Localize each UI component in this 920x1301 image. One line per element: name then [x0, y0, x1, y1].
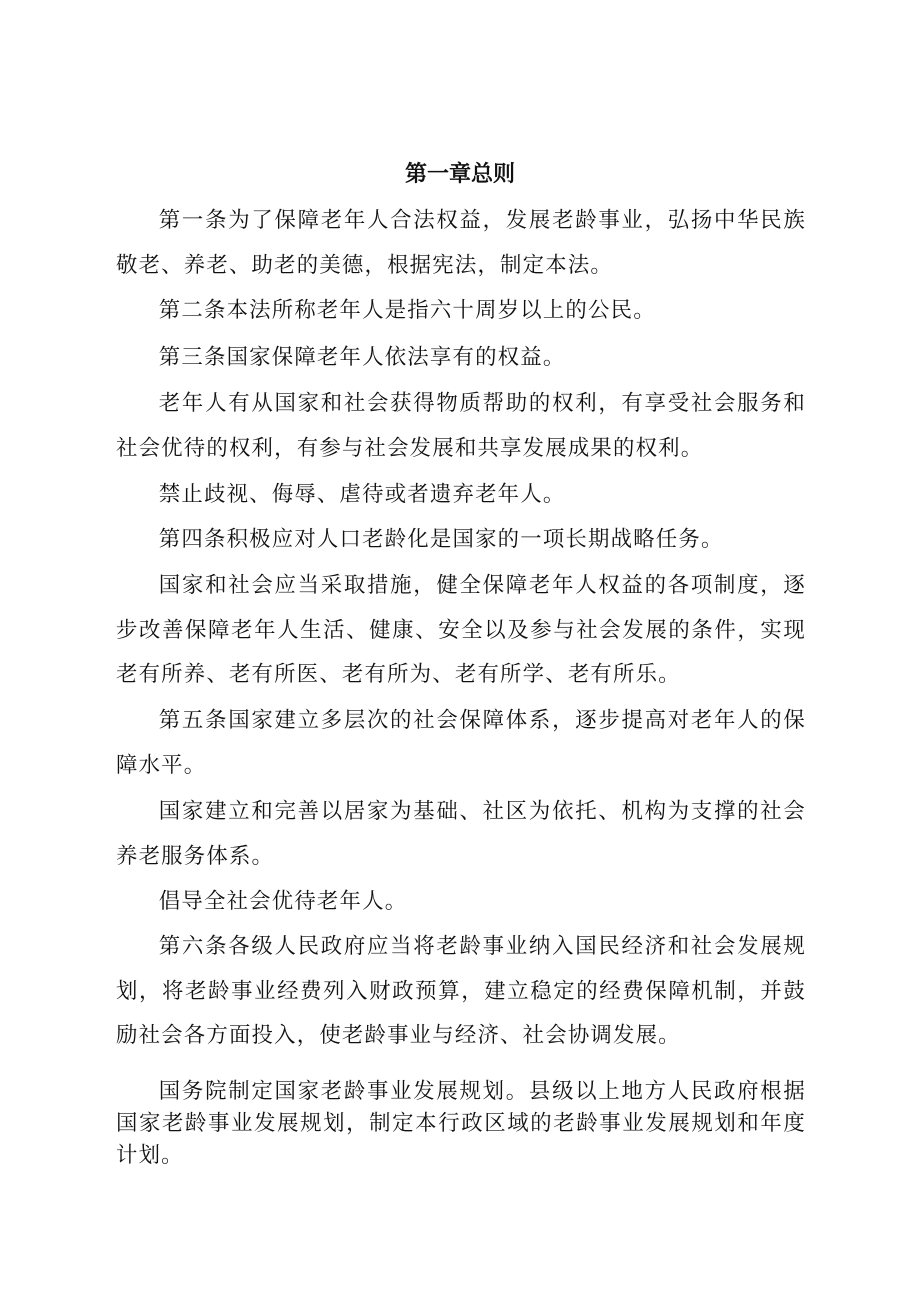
paragraph-article-5-service-system: 国家建立和完善以居家为基础、社区为依托、机构为支撑的社会养老服务体系。: [116, 799, 806, 869]
paragraph-article-5: 第五条国家建立多层次的社会保障体系，逐步提高对老年人的保障水平。: [116, 708, 806, 778]
paragraph-article-3: 第三条国家保障老年人依法享有的权益。: [158, 345, 566, 370]
paragraph-article-4: 第四条积极应对人口老龄化是国家的一项长期战略任务。: [158, 527, 724, 552]
paragraph-article-3-rights: 老年人有从国家和社会获得物质帮助的权利，有享受社会服务和社会优待的权利，有参与社会发展和共享发展成果的权利。: [116, 391, 806, 461]
paragraph-article-6: 第六条各级人民政府应当将老龄事业纳入国民经济和社会发展规划，将老龄事业经费列入财政预算，建立稳定的经费保障机制，并鼓励社会各方面投入，使老龄事业与经济、社会协调发展。: [116, 934, 806, 1048]
paragraph-article-1: 第一条为了保障老年人合法权益，发展老龄事业，弘扬中华民族敬老、养老、助老的美德，根据宪法，制定本法。: [116, 208, 806, 278]
chapter-title: 第一章总则: [404, 162, 515, 187]
paragraph-article-6-planning: 国务院制定国家老龄事业发展规划。县级以上地方人民政府根据国家老龄事业发展规划，制定本行政区域的老龄事业发展规划和年度计划。: [116, 1079, 806, 1168]
paragraph-article-2: 第二条本法所称老年人是指六十周岁以上的公民。: [158, 298, 656, 323]
paragraph-article-5-advocacy: 倡导全社会优待老年人。: [158, 889, 408, 914]
paragraph-article-4-measures: 国家和社会应当采取措施，健全保障老年人权益的各项制度，逐步改善保障老年人生活、健康、安全以及参与社会发展的条件，实现老有所养、老有所医、老有所为、老有所学、老有所乐。: [116, 573, 806, 687]
paragraph-article-3-prohibition: 禁止歧视、侮辱、虐待或者遗弃老年人。: [158, 482, 566, 507]
